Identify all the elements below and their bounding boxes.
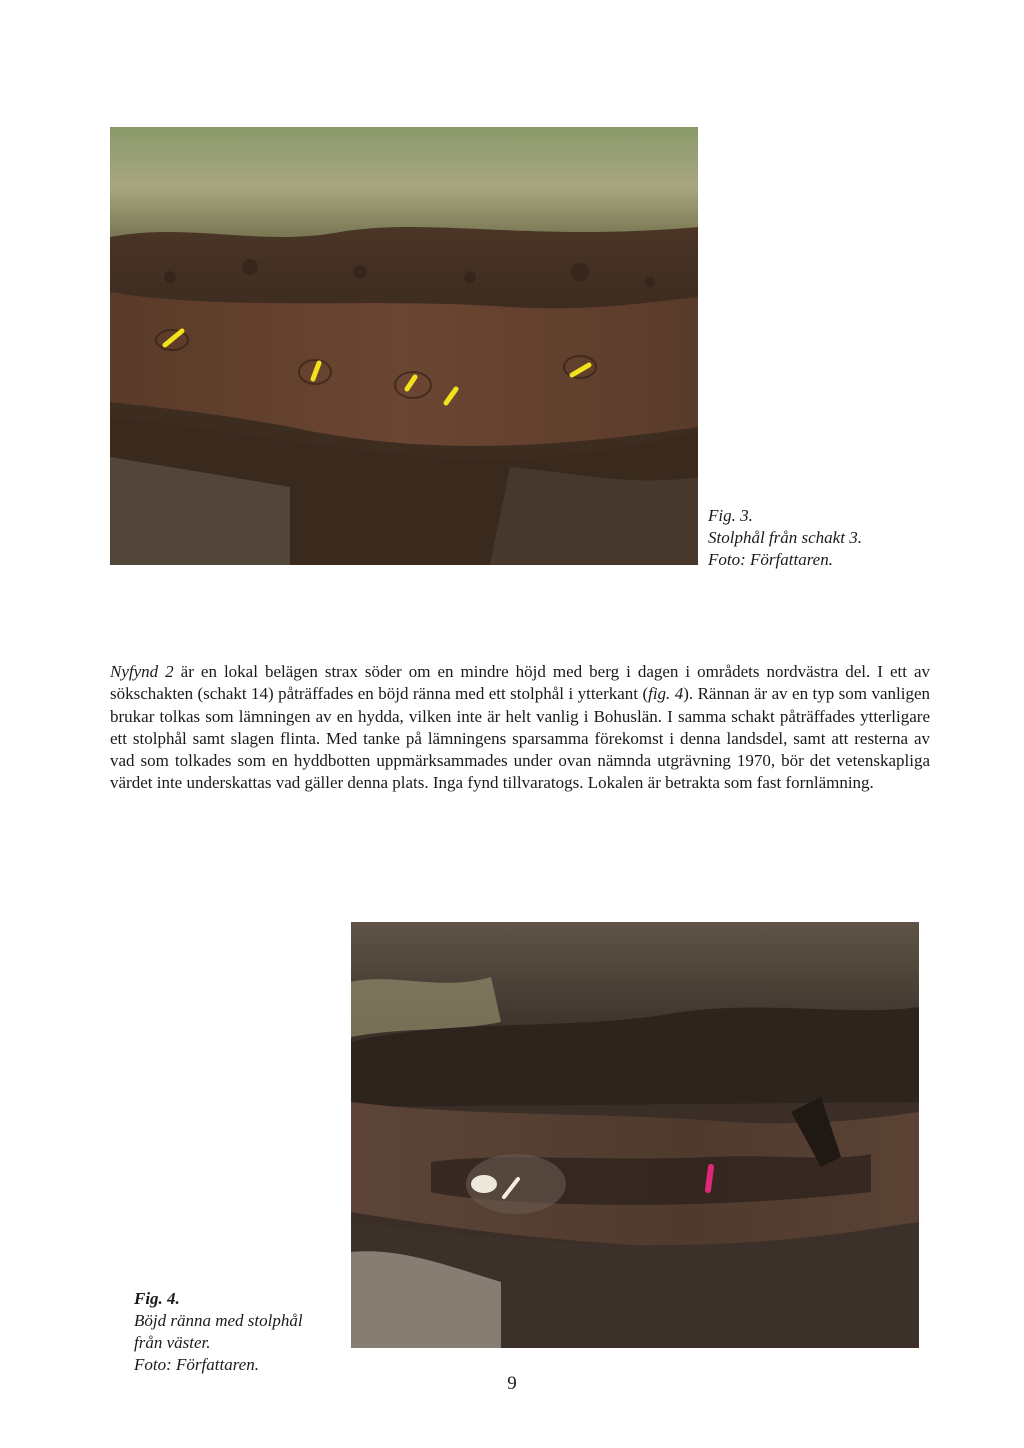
figure-3-caption — [708, 505, 862, 571]
figure-3-photo — [110, 127, 698, 565]
figure-4-caption — [134, 1288, 303, 1376]
post-hole-marker — [572, 365, 589, 375]
figure-4-photo — [351, 922, 919, 1348]
figure-title-line: från väster. — [134, 1333, 211, 1352]
photo-credit: Foto: Författaren. — [134, 1355, 259, 1374]
figure-reference: fig. 4 — [648, 684, 684, 704]
figure-title-line: Böjd ränna med stolphål — [134, 1311, 303, 1330]
site-name: Nyfynd 2 — [110, 662, 174, 681]
post-hole-marker — [504, 1179, 518, 1197]
page-number: 9 — [507, 1373, 517, 1394]
figure-label: Fig. 3. — [708, 506, 753, 525]
post-hole-marker — [407, 377, 415, 389]
marker-layer — [351, 922, 919, 1348]
paragraph-text: ). Rännan är av en typ som vanligen brukar tolkas som lämningen av en hydda, vilken inte är helt vanlig i Bohuslän. I samma schakt påträffades ytterligare ett stolphål samt slagen flinta. Med tanke på lämningens sparsamma förekomst i denna landsdel, samt att resterna av vad som tolkades som en hyddbotten uppmärksammades under ovan nämnda utgrävning 1970, bör det vetenskapliga värdet inte underskattas vad gäller denna plats. Inga fynd tillvaratogs. Lokalen är betrakta som fast fornlämning. — [110, 684, 930, 793]
post-hole-marker — [708, 1167, 711, 1190]
white-stone — [471, 1175, 497, 1193]
post-hole-marker — [313, 363, 319, 379]
figure-title: Stolphål från schakt 3. — [708, 528, 862, 547]
post-hole-marker — [446, 389, 456, 403]
post-hole-marker — [165, 331, 182, 345]
marker-layer — [110, 127, 698, 565]
paragraph-text: är en lokal belägen strax söder om en mindre höjd med berg i dagen i områdets nordvästra del. I ett av sökschakten (schakt 14) påträffades en böjd ränna med ett stolphål i ytterkant ( — [110, 662, 930, 704]
body-paragraph — [110, 661, 930, 795]
photo-credit: Foto: Författaren. — [708, 550, 833, 569]
figure-label: Fig. 4. — [134, 1289, 180, 1308]
